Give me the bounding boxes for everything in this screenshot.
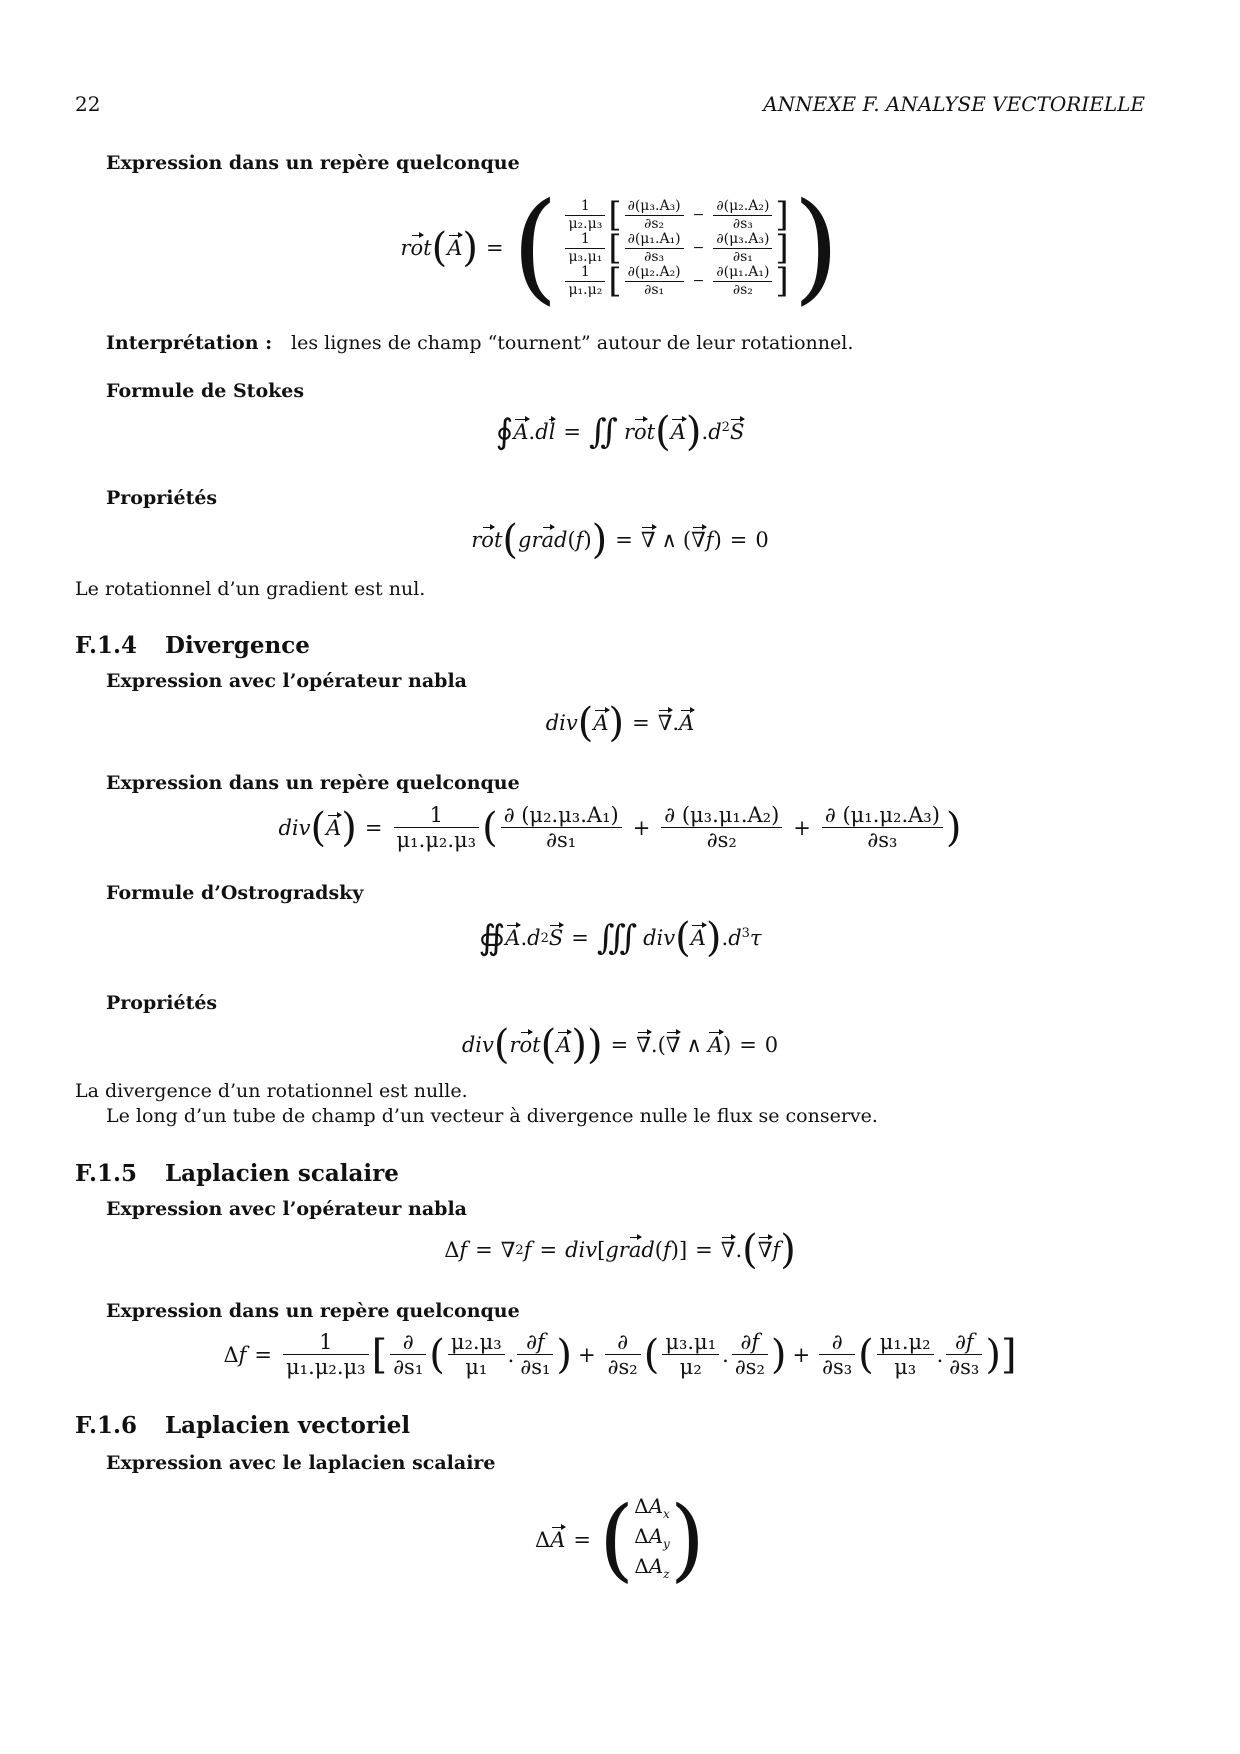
div-properties-heading: Propriétés — [106, 992, 218, 1014]
stokes-heading: Formule de Stokes — [106, 380, 305, 402]
interpretation-label: Interprétation : — [106, 332, 273, 354]
section-title: Laplacien vectoriel — [165, 1412, 411, 1439]
div-nabla-equation: div ( A ) = ∇ . A — [545, 700, 695, 746]
page-number: 22 — [75, 92, 101, 116]
rot-repere-heading: Expression dans un repère quelconque — [106, 152, 520, 174]
running-title: ANNEXE F. ANALYSE VECTORIELLE — [763, 92, 1145, 116]
rot-grad-equation: r o t ( gr a d ( f ) ) = ∇ ∧ ( ∇ f ) = 0 — [471, 517, 769, 563]
lapv-equation: Δ A = ( $\Delta A_x$ $\Delta A_y$ $\Delta A_z$ ) — [535, 1487, 705, 1592]
section-title: Laplacien scalaire — [165, 1160, 399, 1187]
lap-nabla-equation: Δ f = ∇ 2 f = div [ gr a d ( f )] = ∇ . ( ∇ f ) — [444, 1227, 796, 1273]
lap-nabla-heading: Expression avec l’opérateur nabla — [106, 1198, 467, 1220]
div-repere-equation: div ( A ) = $\frac{1}{\text{μ₁.μ₂.μ₃}}$ ( $\frac{\text{∂ (μ₂.μ₃.A₁)}}{\text{∂s₁}}$ + $\frac{\text{∂ (μ₃.μ₁.A₂)}}{\text{∂s₂}}$ + $\frac{\text{∂ (μ₁.μ₂.A₃)}}{\text{∂s₃}}$ ) — [278, 803, 962, 853]
section-heading-laplacien-vectoriel — [75, 1412, 410, 1439]
lap-repere-heading: Expression dans un repère quelconque — [106, 1300, 520, 1322]
stokes-equation: ∮ A . d l = ∬ r o t ( A ) $.d^2S$ — [495, 409, 745, 455]
section-heading-divergence — [75, 632, 310, 659]
div-nabla-heading: Expression avec l’opérateur nabla — [106, 670, 467, 692]
lap-repere-equation: Δ f = $\frac{1}{\text{μ₁.μ₂.μ₃}}$ [ $\frac{\partial}{\text{∂s₁}}$ ( $\frac{\text{μ₂.μ₃}}{\text{μ₁}}$ . $\frac{\partial f}{\text{∂s₁}}$ ) + $\frac{\partial}{\text{∂s₂}}$ ( $\frac{\text{μ₃.μ₁}}{\text{μ₂}}$ . $\frac{\partial f}{\text{∂s₂}}$ ) + $\frac{\partial}{\text{∂s₃}}$ ( $\frac{\text{μ₁.μ₂}}{\text{μ₃}}$ . $\frac{\partial f}{\text{∂s₃}}$ ) ] — [223, 1330, 1017, 1380]
rot-properties-heading: Propriétés — [106, 487, 218, 509]
rot-note: Le rotationnel d’un gradient est nul. — [75, 578, 426, 600]
lapv-heading: Expression avec le laplacien scalaire — [106, 1452, 496, 1474]
ostrogradsky-heading: Formule d’Ostrogradsky — [106, 882, 364, 904]
div-repere-heading: Expression dans un repère quelconque — [106, 772, 520, 794]
div-rot-equation: div ( r o t ( A ) ) = ∇ .( ∇ ∧ A ) = 0 — [461, 1022, 779, 1068]
section-title: Divergence — [165, 632, 310, 659]
section-number: F.1.4 — [75, 632, 138, 659]
div-note-1: La divergence d’un rotationnel est nulle. — [75, 1080, 468, 1102]
section-number: F.1.5 — [75, 1160, 138, 1187]
rot-matrix-equation: r o t ( A ) = ( $\frac{1}{\text{μ₂.μ₃}}$ [ $\frac{\text{∂(μ₃.A₃)}}{\text{∂s₂}}$ − $\frac{\text{∂(μ₂.A₂)}}{\text{∂s₃}}$ ] $\frac{1}{\text{μ₃.μ₁}}$ [ $\frac{\text{∂(μ₁.A₁)}}{\text{∂s₃}}$ − $\frac{\text{∂(μ₃.A₃)}}{\text{∂s₁}}$ ] $\frac{1}{\text{μ₁.μ₂}}$ [ $\frac{\text{∂(μ₂.A₂)}}{\text{∂s₁}}$ − $\frac{\text{∂(μ₁.A₁)}}{\text{∂s₂}}$ ] ) — [400, 178, 840, 317]
section-heading-laplacien-scalaire — [75, 1160, 399, 1187]
div-note-2: Le long d’un tube de champ d’un vecteur à divergence nulle le flux se conserve. — [106, 1105, 878, 1127]
ostrogradsky-equation: ∯ A . d 2 S = ∭ div ( A ) $.d^3\tau$ — [478, 915, 762, 961]
section-number: F.1.6 — [75, 1412, 138, 1439]
interpretation-text: les lignes de champ “tournent” autour de leur rotationnel. — [291, 332, 854, 354]
